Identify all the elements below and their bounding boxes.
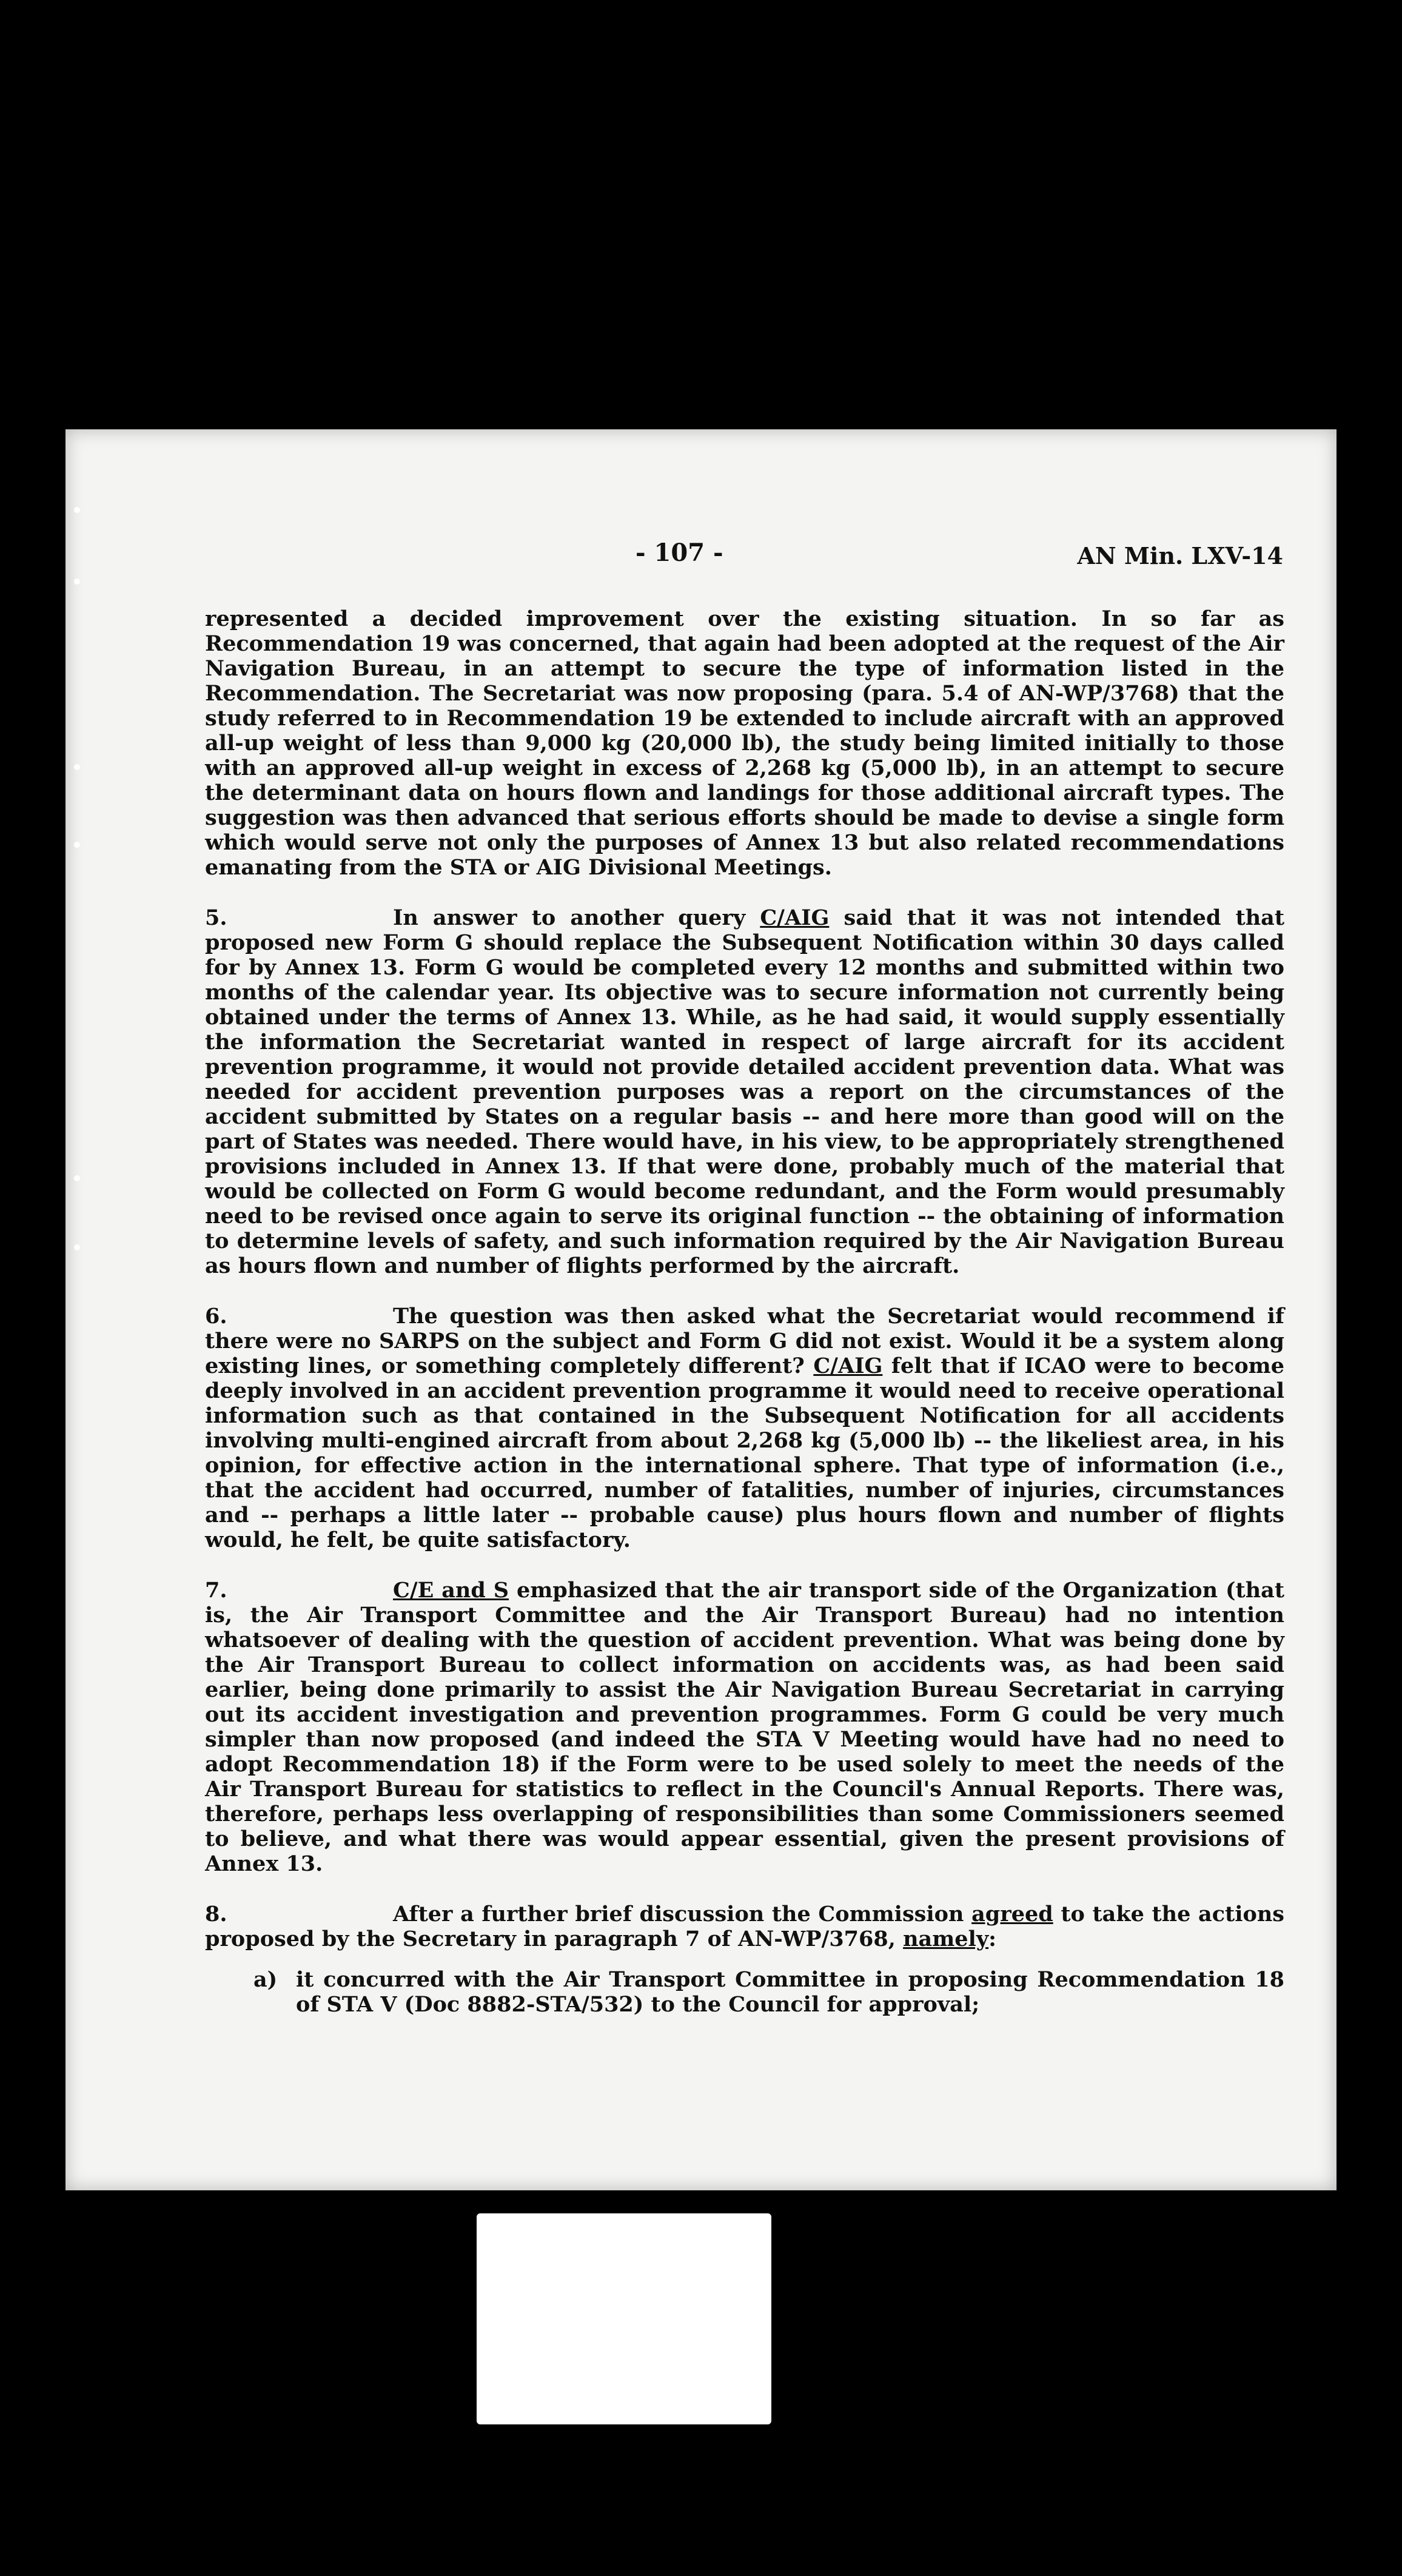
emphasis-agreed: agreed	[971, 1902, 1053, 1927]
paragraph-5	[205, 905, 1284, 1278]
paragraph-text: said that it was not intended that proposed new Form G should replace the Subsequent Notification within 30 days called for by Annex 13. Form G would be completed every 12 months and submitted within two months of the calendar year. Its objective was to secure information not currently being obtained under the terms of Annex 13. While, as he had said, it would supply essentially the information the Secretariat wanted in respect of large aircraft for its accident prevention programme, it would not provide detailed accident prevention data. What was needed for accident prevention purposes was a report on the circumstances of the accident submitted by States on a regular basis -- and here more than good will on the part of States was needed. There would have, in his view, to be appropriately strengthened provisions included in Annex 13. If that were done, probably much of the material that would be collected on Form G would become redundant, and the Form would presumably need to be revised once again to serve its original function -- the obtaining of information to determine levels of safety, and such information required by the Air Navigation Bureau as hours flown and number of flights performed by the aircraft.	[205, 905, 1284, 1278]
hole-punch-mark	[74, 1244, 80, 1250]
paragraph-8	[205, 1902, 1284, 1951]
paragraph-text: emphasized that the air transport side of the Organization (that is, the Air Transport Committee and the Air Transport Bureau) had no intention whatsoever of dealing with the question of accident prevention. What was being done by the Air Transport Bureau to collect information on accidents was, as had been said earlier, being done primarily to assist the Air Navigation Bureau Secretariat in carrying out its accident investigation and prevention programmes. Form G could be very much simpler than now proposed (and indeed the STA V Meeting would have had no need to adopt Recommendation 18) if the Form were to be used solely to meet the needs of the Air Transport Bureau for statistics to reflect in the Council's Annual Reports. There was, therefore, perhaps less overlapping of responsibilities than some Commissioners seemed to believe, and what there was would appear essential, given the present provisions of Annex 13.	[205, 1578, 1285, 1876]
document-reference: AN Min. LXV-14	[1077, 542, 1283, 569]
paragraph-number: 5.	[205, 905, 227, 930]
hole-punch-mark	[74, 842, 80, 848]
hole-punch-mark	[74, 579, 80, 585]
speaker-name: C/AIG	[813, 1353, 883, 1378]
list-item-a	[205, 1967, 1284, 2017]
hole-punch-mark	[74, 507, 80, 513]
paragraph-text: The question was then asked what the Secretariat would recommend if there were no SARPS on the subject and Form G did not exist. Would it be a system along existing lines, or something completely different?	[205, 1304, 1284, 1378]
paragraph-number: 8.	[205, 1902, 227, 1927]
emphasis-namely: namely	[903, 1927, 989, 1951]
list-item-text: it concurred with the Air Transport Committee in proposing Recommendation 18 of STA V (Doc 8882-STA/532) to the Council for approval;	[296, 1967, 1284, 2017]
paragraph-continued: represented a decided improvement over the existing situation. In so far as Recommendation 19 was concerned, that again had been adopted at the request of the Air Navigation Bureau, in an attempt to secure the type of information listed in the Recommendation. The Secretariat was now proposing (para. 5.4 of AN-WP/3768) that the study referred to in Recommendation 19 be extended to include aircraft with an approved all-up weight of less than 9,000 kg (20,000 lb), the study being limited initially to those with an approved all-up weight in excess of 2,268 kg (5,000 lb), in an attempt to secure the determinant data on hours flown and landings for those additional aircraft types. The suggestion was then advanced that serious efforts should be made to devise a single form which would serve not only the purposes of Annex 13 but also related recommendations emanating from the STA or AIG Divisional Meetings.	[205, 606, 1284, 880]
document-page	[65, 429, 1337, 2190]
paragraph-text: to take the actions proposed by the Secretary in paragraph 7 of AN-WP/3768,	[205, 1902, 1284, 1951]
paragraph-6	[205, 1304, 1284, 1552]
hole-punch-mark	[74, 764, 80, 770]
list-item-label: a)	[253, 1967, 278, 1992]
paragraph-text: felt that if ICAO were to become deeply involved in an accident prevention programme it would need to receive operational information such as that contained in the Subsequent Notification for all accidents involving multi-engined aircraft from about 2,268 kg (5,000 lb) -- the likeliest area, in his opinion, for effective action in the international sphere. That type of information (i.e., that the accident had occurred, number of fatalities, number of injuries, circumstances and -- perhaps a little later -- probable cause) plus hours flown and number of flights would, he felt, be quite satisfactory.	[205, 1353, 1284, 1552]
paragraph-text: In answer to another query	[393, 905, 760, 930]
speaker-name: C/E and S	[393, 1578, 509, 1603]
speaker-name: C/AIG	[760, 905, 830, 930]
paragraph-text: After a further brief discussion the Commission	[393, 1902, 972, 1927]
page-number: - 107 -	[636, 538, 723, 567]
hole-punch-mark	[74, 1175, 80, 1181]
document-body	[205, 606, 1284, 2017]
paragraph-7	[205, 1578, 1284, 1876]
paragraph-number: 6.	[205, 1304, 227, 1329]
paragraph-text: :	[988, 1927, 997, 1951]
blank-card	[477, 2213, 771, 2424]
paragraph-number: 7.	[205, 1578, 227, 1603]
